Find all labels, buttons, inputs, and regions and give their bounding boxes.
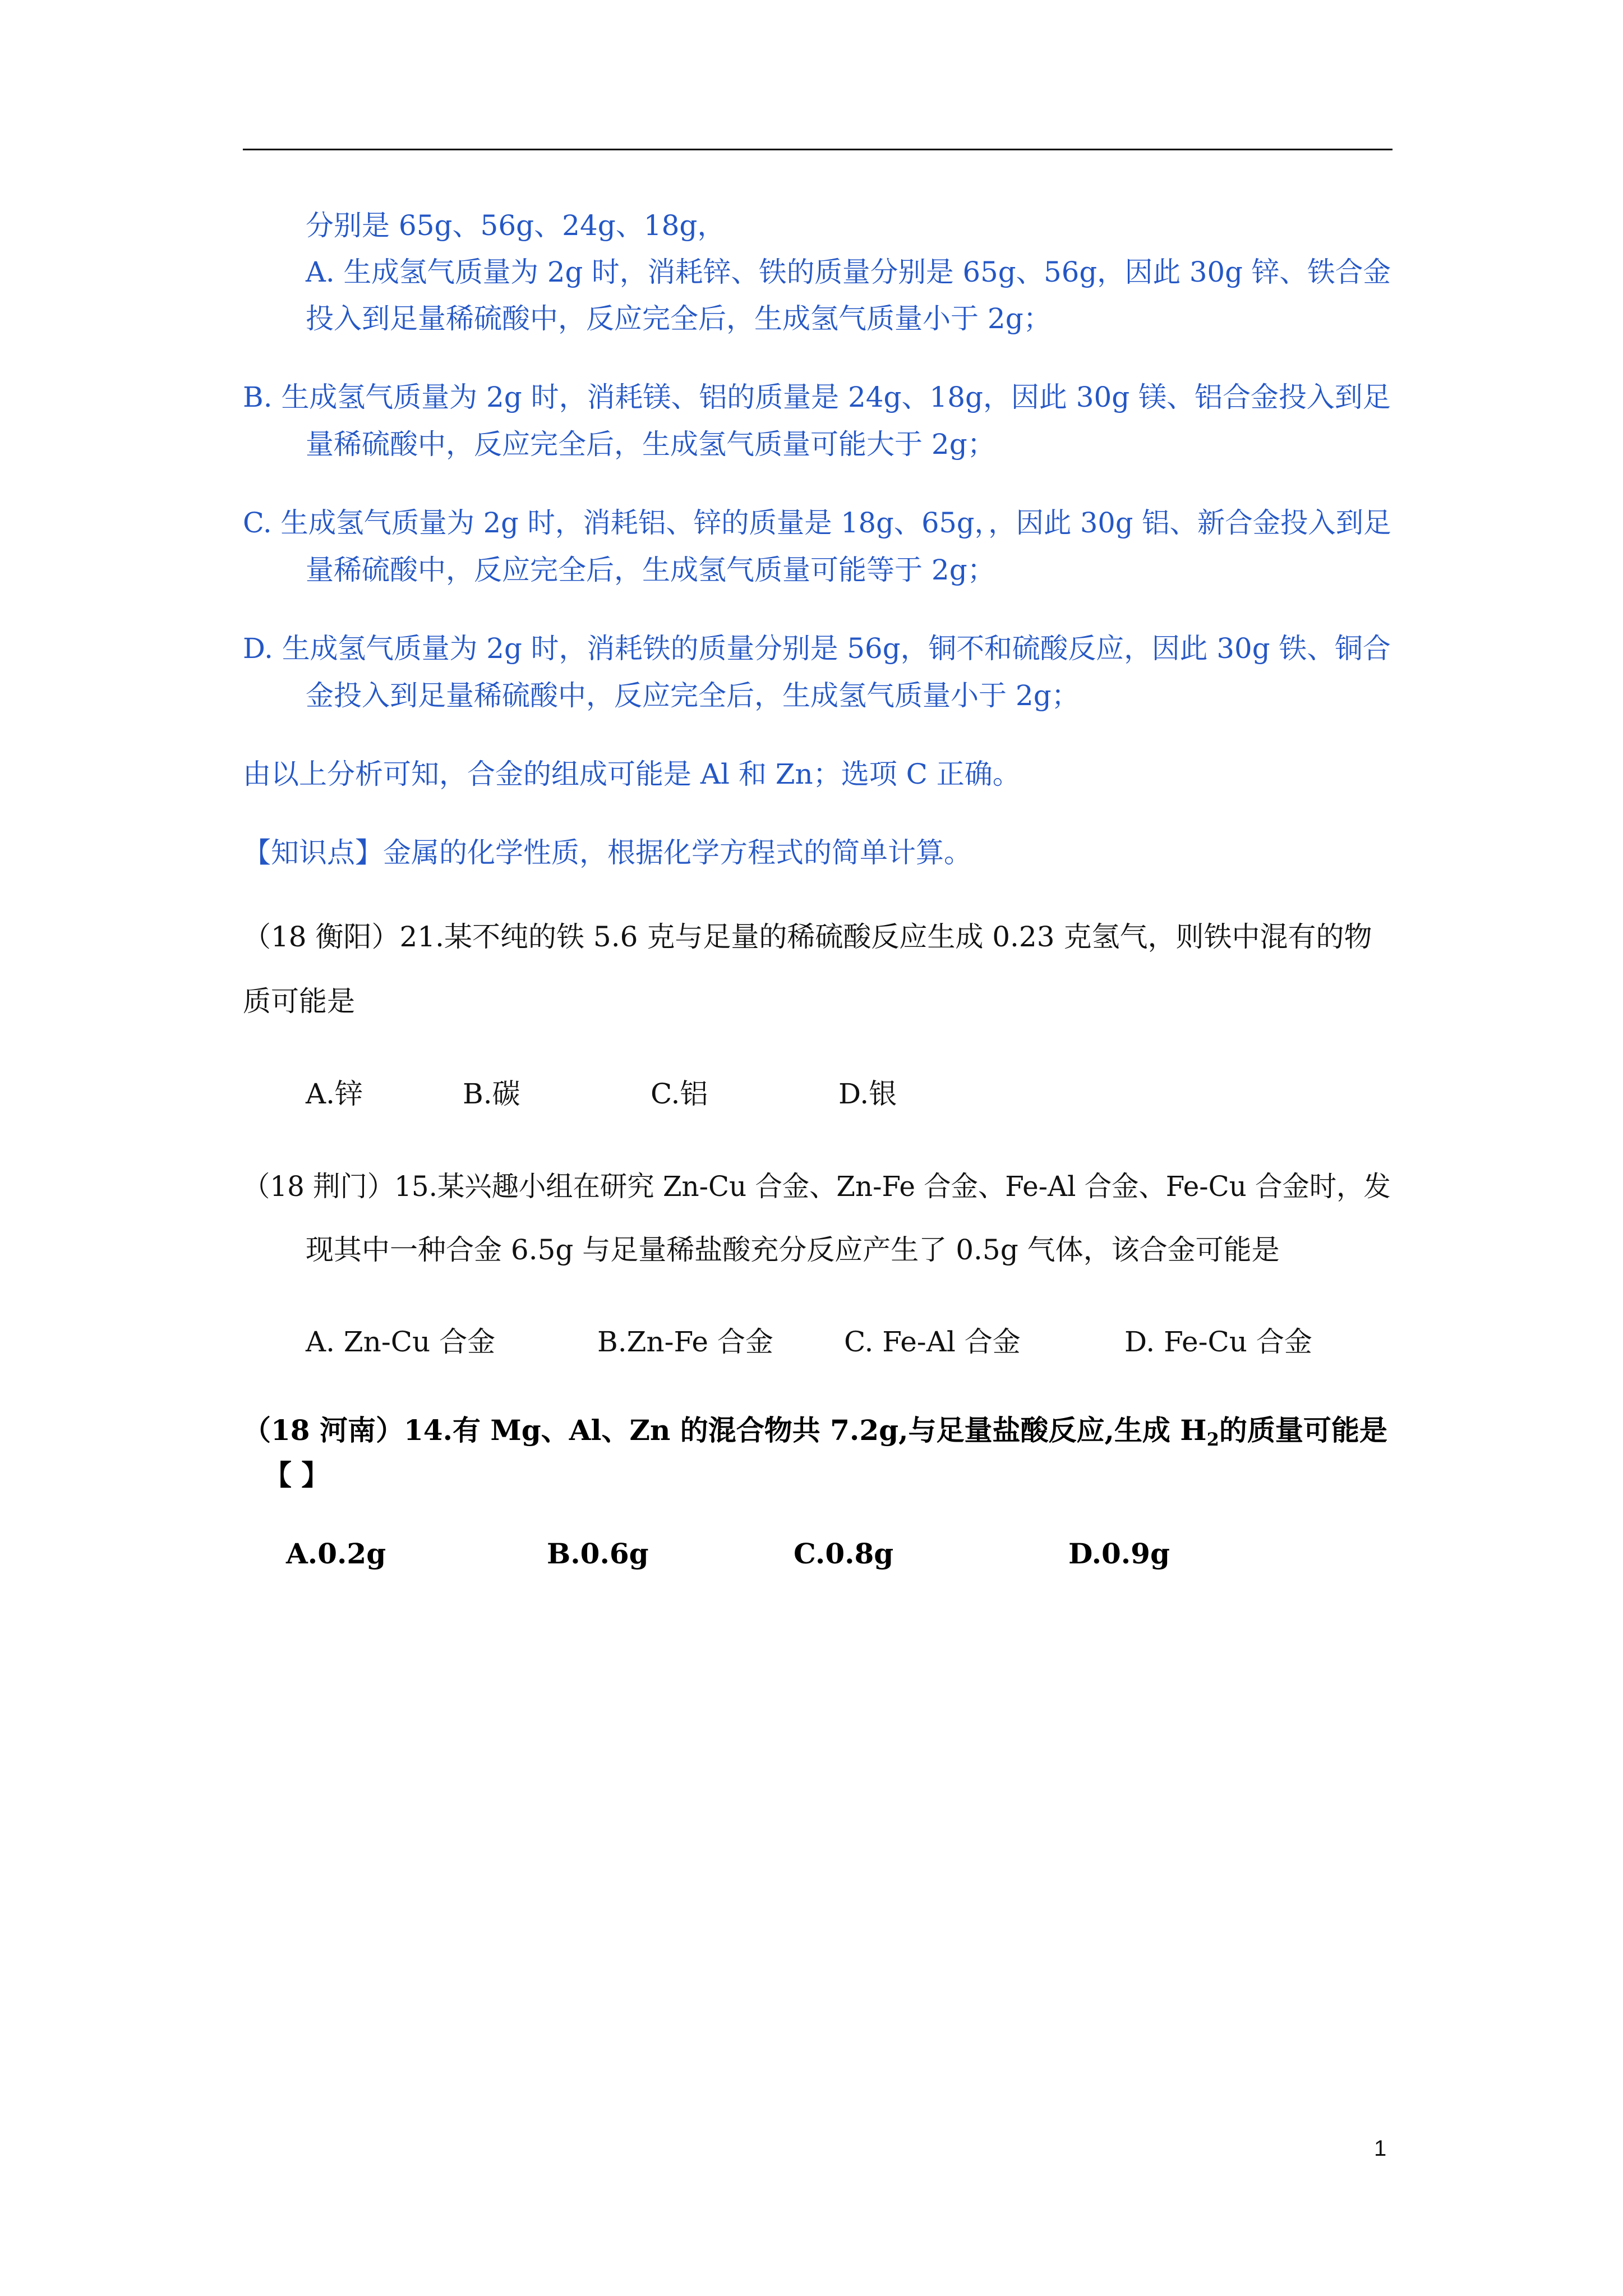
question-henan-text-before: （18 河南）14.有 Mg、Al、Zn 的混合物共 7.2g,与足量盐酸反应,生成 H [243, 1414, 1207, 1447]
solution-option-c-line1: C. 生成氢气质量为 2g 时，消耗铝、锌的质量是 18g、65g，，因此 30g 铝、新合金投入到足 [243, 507, 1391, 539]
henan-option-d: D.0.9g [1068, 1537, 1170, 1570]
question-hengyang-line1: （18 衡阳）21.某不纯的铁 5.6 克与足量的稀硫酸反应生成 0.23 克氢气，则铁中混有的物 [243, 921, 1372, 953]
solution-option-d-line1: D. 生成氢气质量为 2g 时，消耗铁的质量分别是 56g，铜不和硫酸反应，因此 30g 铁、铜合 [243, 632, 1391, 665]
henan-option-b: B.0.6g [547, 1537, 649, 1570]
jingmen-option-c: C. Fe-Al 合金 [844, 1326, 1021, 1358]
hengyang-option-d: D.银 [838, 1078, 897, 1110]
hengyang-option-a: A.锌 [306, 1078, 363, 1110]
solution-option-a-line2: 投入到足量稀硫酸中，反应完全后，生成氢气质量小于 2g； [306, 302, 1052, 335]
question-jingmen-line1: （18 荆门）15.某兴趣小组在研究 Zn-Cu 合金、Zn-Fe 合金、Fe-Al 合金、Fe-Cu 合金时，发 [243, 1170, 1391, 1203]
solution-option-b-line2: 量稀硫酸中，反应完全后，生成氢气质量可能大于 2g； [306, 428, 995, 461]
solution-masses-line: 分别是 65g、56g、24g、18g， [306, 209, 726, 242]
hengyang-option-b: B.碳 [463, 1078, 520, 1110]
page-number: 1 [1374, 2136, 1387, 2161]
jingmen-option-d: D. Fe-Cu 合金 [1124, 1326, 1312, 1358]
solution-option-d-line2: 金投入到足量稀硫酸中，反应完全后，生成氢气质量小于 2g； [306, 679, 1080, 712]
solution-option-a-line1: A. 生成氢气质量为 2g 时，消耗锌、铁的质量分别是 65g、56g，因此 30g 锌、铁合金 [306, 256, 1391, 288]
solution-option-b-line1: B. 生成氢气质量为 2g 时，消耗镁、铝的质量是 24g、18g，因此 30g 镁、铝合金投入到足 [243, 381, 1391, 413]
question-henan-line1 [243, 1414, 1387, 1456]
question-hengyang-line2: 质可能是 [243, 985, 355, 1018]
knowledge-point: 【知识点】金属的化学性质，根据化学方程式的简单计算。 [243, 836, 972, 869]
answer-bracket: 【 】 [264, 1458, 330, 1492]
question-henan-text-after: 的质量可能是 [1219, 1414, 1387, 1447]
jingmen-option-a: A. Zn-Cu 合金 [306, 1326, 496, 1358]
solution-conclusion: 由以上分析可知，合金的组成可能是 Al 和 Zn；选项 C 正确。 [243, 758, 1021, 790]
h2-subscript: 2 [1206, 1429, 1219, 1450]
henan-option-c: C.0.8g [794, 1537, 894, 1570]
question-jingmen-line2: 现其中一种合金 6.5g 与足量稀盐酸充分反应产生了 0.5g 气体，该合金可能是 [306, 1234, 1280, 1266]
header-rule [243, 149, 1393, 150]
solution-option-c-line2: 量稀硫酸中，反应完全后，生成氢气质量可能等于 2g； [306, 554, 995, 586]
hengyang-option-c: C.铝 [651, 1078, 708, 1110]
jingmen-option-b: B.Zn-Fe 合金 [597, 1326, 773, 1358]
henan-option-a: A.0.2g [286, 1537, 386, 1570]
